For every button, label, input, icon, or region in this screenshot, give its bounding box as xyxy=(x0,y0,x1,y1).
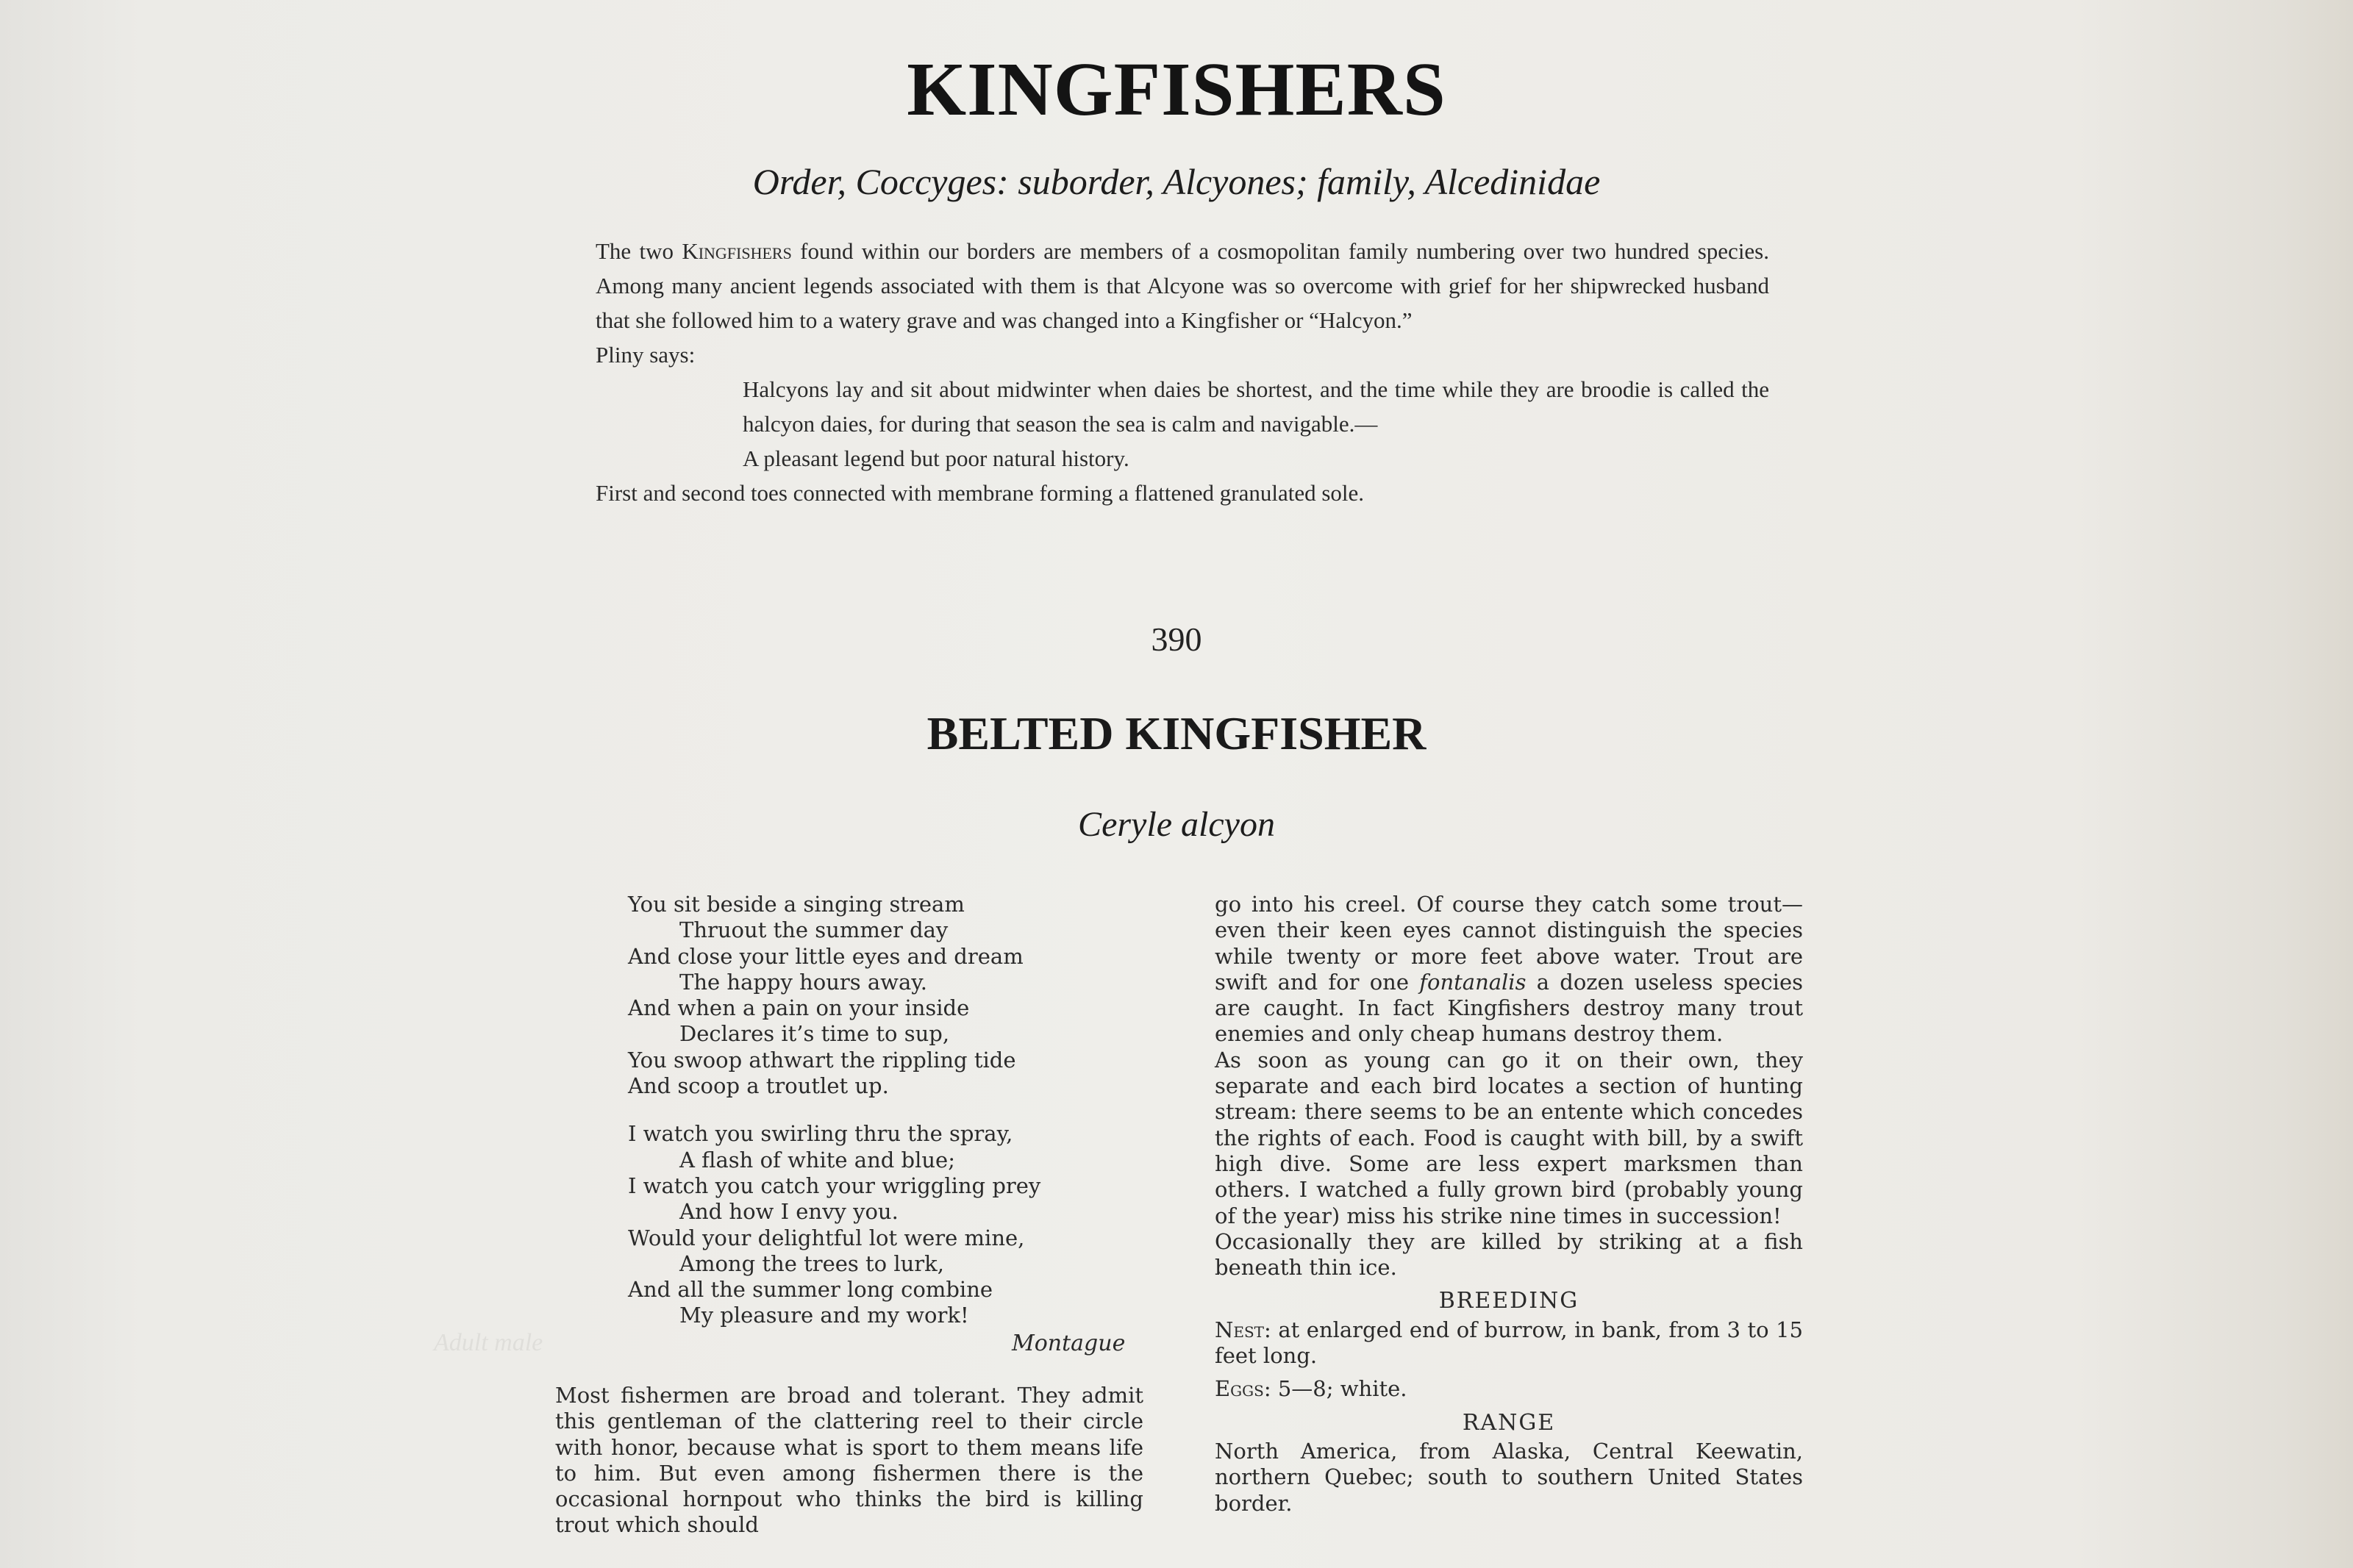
trout-text-a: go into his creel. Of course they catch some trout—even their keen eyes cannot distinguish the species while twenty or more feet above water. Trout are swift and for one xyxy=(1215,892,1803,995)
quote-note: A pleasant legend but poor natural history. xyxy=(743,445,1129,471)
pliny-says: Pliny says: xyxy=(596,342,696,368)
page-title: KINGFISHERS xyxy=(907,47,1446,132)
nest-info xyxy=(1215,1317,1803,1370)
poem-line: Thruout the summer day xyxy=(679,917,949,943)
pliny-quote: Halcyons lay and sit about midwinter when daies be shortest, and the time while they are broodie is called the halcyon daies, for during that season the sea is calm and navigable.— xyxy=(743,376,1769,437)
intro-text xyxy=(596,234,1769,510)
poem-line: My pleasure and my work! xyxy=(679,1303,969,1328)
species-title: BELTED KINGFISHER xyxy=(926,707,1427,759)
ice-paragraph: Occasionally they are killed by striking at a fish beneath thin ice. xyxy=(1215,1228,1803,1281)
poem-line: I watch you swirling thru the spray, xyxy=(628,1121,1013,1147)
hunting-paragraph: As soon as young can go it on their own, they separate and each bird locates a section of hunting stream: there seems to be an entente which concedes the rights of each. Food is caught with bill, by a swift high dive. Some are less expert marksmen than others. I watched a fully grown bird (probably young of the year) miss his strike nine times in succession! xyxy=(1215,1047,1803,1228)
range-heading: RANGE xyxy=(1462,1409,1556,1436)
poem-line: And when a pain on your inside xyxy=(628,995,970,1021)
intro-rest: found within our borders are members of a cosmopolitan family numbering over two hundred species. Among many ancient legends associated with them is that Alcyone was so overcome with grief for her shipwrecked husband that she followed him to a watery grave and was changed into a Kingfisher or “Halcyon.” xyxy=(596,238,1770,333)
poem-line: The happy hours away. xyxy=(679,969,928,995)
kingfishers-smallcaps: Kingfishers xyxy=(682,238,792,264)
species-latin-name: Ceryle alcyon xyxy=(1078,805,1275,844)
eggs-text: : 5—8; white. xyxy=(1263,1376,1407,1402)
poem-line: And scoop a troutlet up. xyxy=(628,1073,889,1099)
toes-note: First and second toes connected with membrane forming a flattened granulated sole. xyxy=(596,480,1365,506)
stanza-gap xyxy=(628,1099,1143,1121)
poem-line: Would your delightful lot were mine, xyxy=(628,1225,1025,1250)
nest-text: : at enlarged end of burrow, in bank, from 3 to 15 feet long. xyxy=(1215,1317,1803,1369)
poem-line: Declares it’s time to sup, xyxy=(679,1021,950,1047)
eggs-info xyxy=(1215,1376,1803,1402)
intro-start: The two xyxy=(596,238,682,264)
nest-label: Nest xyxy=(1215,1317,1265,1342)
poem-author: Montague xyxy=(1012,1331,1126,1356)
poem-line: And close your little eyes and dream xyxy=(628,943,1024,969)
range-text: North America, from Alaska, Central Keewatin, northern Quebec; south to southern United States border. xyxy=(1215,1438,1803,1516)
left-column-prose: Most fishermen are broad and tolerant. They admit this gentleman of the clattering reel to their circle with honor, because what is sport to them means life to him. But even among fishermen there is the occasional hornpout who thinks the bird is killing trout which should xyxy=(555,1383,1143,1538)
fontanalis-italic: fontanalis xyxy=(1419,969,1527,995)
breeding-heading: BREEDING xyxy=(1438,1288,1579,1314)
eggs-label: Eggs xyxy=(1215,1376,1264,1402)
intro-paragraph xyxy=(596,234,1769,337)
poem-line: I watch you catch your wriggling prey xyxy=(628,1173,1041,1198)
poem xyxy=(628,892,1143,1329)
trout-paragraph xyxy=(1215,892,1803,1048)
poem-line: Among the trees to lurk, xyxy=(679,1250,944,1276)
ghost-bleedthrough-text: Adult male xyxy=(434,1329,543,1356)
poem-line: A flash of white and blue; xyxy=(679,1147,955,1173)
poem-line: You sit beside a singing stream xyxy=(628,892,965,917)
poem-line: And all the summer long combine xyxy=(628,1277,993,1303)
poem-line: You swoop athwart the rippling tide xyxy=(628,1047,1016,1073)
trout-text-b: a dozen useless species are caught. In fact Kingfishers destroy many trout enemies and only cheap humans destroy them. xyxy=(1215,969,1803,1047)
taxonomy-subtitle: Order, Coccyges: suborder, Alcyones; family, Alcedinidae xyxy=(752,161,1601,202)
species-number: 390 xyxy=(1151,620,1202,658)
right-column xyxy=(1215,892,1803,1517)
poem-line: And how I envy you. xyxy=(679,1199,899,1225)
